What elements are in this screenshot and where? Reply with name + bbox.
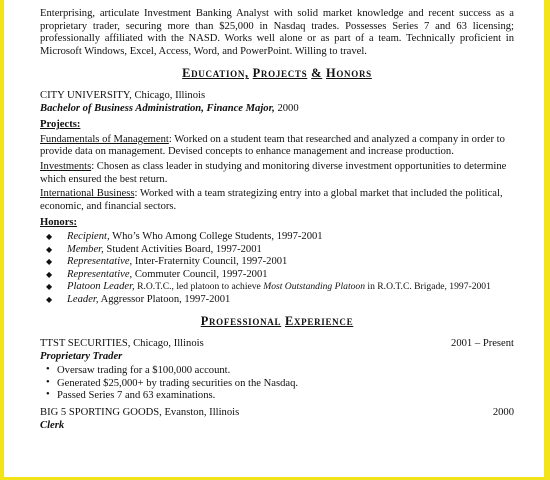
heading-word: Honors [326,66,372,81]
diamond-icon: ◆ [46,244,53,254]
company-name: TTST SECURITIES [40,338,128,350]
project-item [40,188,514,213]
heading-word: Education, [182,66,249,81]
duty-item [40,378,514,391]
honor-title: Platoon Leader, [67,281,135,293]
job-dates: 2000 [492,407,514,419]
honor-text: Commuter Council, 1997-2001 [132,268,268,280]
honor-item [40,244,514,257]
honor-item [40,294,514,307]
honor-text: Who’s Who Among College Students, 1997-2001 [109,230,323,242]
honors-list [40,231,514,307]
job-header [40,338,514,351]
heading-word: Experience [285,314,354,329]
duty-item [40,390,514,403]
honor-text-tail: in R.O.T.C. Brigade, 1997-2001 [365,281,491,293]
heading-word: Projects [252,66,308,81]
company-location: , Evanston, Illinois [159,407,240,419]
honors-label: Honors: [40,217,78,229]
project-title: International Business [40,188,135,200]
company-location: , Chicago, Illinois [127,338,204,350]
duty-text: Oversaw trading for a $100,000 account. [57,365,231,377]
honor-text: Student Activities Board, 1997-2001 [103,243,262,255]
experience-section-heading [40,315,514,328]
duty-item [40,365,514,378]
project-title: Investments [40,160,92,172]
diamond-icon: ◆ [46,231,53,241]
diamond-icon: ◆ [46,294,53,304]
honor-item [40,231,514,244]
resume-page [4,0,544,477]
project-title: Fundamentals of Management [40,133,169,145]
degree-name: Bachelor of Business Administration, Finance Major, [40,102,275,114]
diamond-icon: ◆ [46,269,53,279]
job-dates: 2001 – Present [451,338,514,350]
diamond-icon: ◆ [46,282,53,292]
degree-line [40,103,514,116]
project-text: : Worked on a student team that researched and analyzed a company in order to provide data on management. Devised concepts to enhance management and increase production. [40,133,505,158]
school-name: CITY UNIVERSITY [40,89,130,101]
project-item [40,134,514,159]
job-title: Clerk [40,419,65,431]
bullet-icon: • [46,376,50,388]
honor-item [40,269,514,282]
school-location: , Chicago, Illinois [129,89,206,101]
projects-label: Projects: [40,119,81,131]
honor-title: Representative, [67,268,133,280]
duties-list [40,365,514,403]
resume-content [40,8,514,432]
job-employer [40,407,239,420]
honor-emphasis: Most Outstanding Platoon [263,281,366,293]
degree-year: 2000 [274,102,299,114]
heading-word: Professional [200,314,282,329]
duty-text: Passed Series 7 and 63 examinations. [57,390,216,402]
education-section-heading [40,67,514,80]
honor-text: Inter-Fraternity Council, 1997-2001 [132,256,288,268]
company-name: BIG 5 SPORTING GOODS [40,407,160,419]
project-text: : Chosen as class leader in studying and monitoring diverse investment opportunities to determine which ensured the best return. [40,160,507,185]
honor-item [40,256,514,269]
bullet-icon: • [46,389,50,401]
honor-text: R.O.T.C., led platoon to achieve [134,281,264,293]
duty-text: Generated $25,000+ by trading securities on the Nasdaq. [57,377,299,389]
honor-title: Member, [67,243,104,255]
bullet-icon: • [46,364,50,376]
honor-title: Recipient, [67,230,110,242]
school-line [40,90,514,103]
honor-item [40,281,514,294]
job-header [40,407,514,420]
job-title: Proprietary Trader [40,350,123,362]
honor-title: Leader, [67,293,99,305]
heading-word: & [311,66,323,81]
honor-text: Aggressor Platoon, 1997-2001 [98,293,231,305]
project-item [40,161,514,186]
honor-title: Representative, [67,256,133,268]
job-employer [40,338,204,351]
project-text: : Worked with a team strategizing entry into a global market that included the political, economic, and financial sectors. [40,188,503,212]
summary-paragraph: Enterprising, articulate Investment Banking Analyst with solid market knowledge and recent success as a proprietary trader, securing more than $25,000 in Nasdaq trades. Possesses Series 7 and 63 licensing; professionally affiliated with the NASD. Works well alone or as part of a team. Technically proficient in Microsoft Windows, Excel, Access, Word, and PowerPoint. Willing to travel. [40,8,514,57]
diamond-icon: ◆ [46,257,53,267]
